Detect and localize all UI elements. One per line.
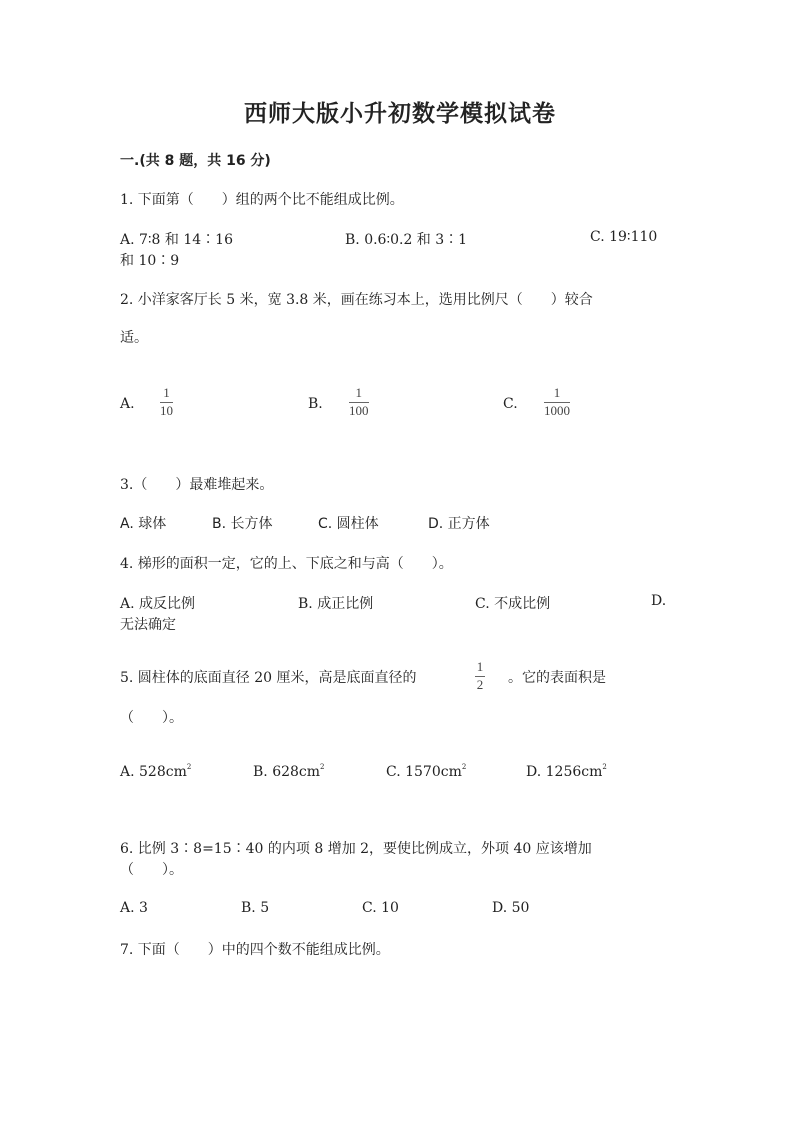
question-3-option-a: A. 球体 bbox=[120, 516, 167, 532]
question-1-option-b: B. 0.6∶0.2 和 3∶1 bbox=[345, 232, 468, 248]
question-3-option-b: B. 长方体 bbox=[212, 516, 273, 532]
question-1-option-a: A. 7∶8 和 14∶16 bbox=[120, 232, 233, 248]
section-heading: 一.(共 8 题，共 16 分) bbox=[120, 153, 271, 169]
question-1-option-c: C. 19∶110 bbox=[590, 229, 658, 245]
question-2-option-c-fraction bbox=[544, 386, 570, 419]
question-6-option-d: D. 50 bbox=[492, 900, 530, 916]
page-title: 西师大版小升初数学模拟试卷 bbox=[244, 100, 556, 127]
fraction-numerator: 1 bbox=[163, 385, 170, 400]
question-4-option-a: A. 成反比例 bbox=[120, 596, 196, 612]
question-1-stem: 1. 下面第（ ）组的两个比不能组成比例。 bbox=[120, 192, 404, 208]
fraction-numerator: 1 bbox=[553, 385, 561, 400]
question-2-option-b-label: B. bbox=[308, 396, 323, 412]
question-7-stem: 7. 下面（ ）中的四个数不能组成比例。 bbox=[120, 942, 390, 958]
question-2-option-a-fraction bbox=[160, 386, 173, 419]
question-5-option-d: D. $1256cm^2$ bbox=[526, 763, 607, 780]
question-5-option-a: A. $528cm^2$ bbox=[120, 763, 192, 780]
fraction-numerator: 1 bbox=[476, 659, 484, 674]
fraction-numerator: 1 bbox=[355, 385, 362, 400]
question-5-option-c: C. $1570cm^2$ bbox=[386, 763, 467, 780]
question-4-stem: 4. 梯形的面积一定，它的上、下底之和与高（ ）。 bbox=[120, 556, 453, 572]
question-5-stem-line-2: （ ）。 bbox=[120, 710, 183, 726]
question-4-option-d: D. bbox=[651, 593, 667, 609]
question-6-option-c: C. 10 bbox=[362, 900, 399, 916]
question-3-option-d: D. 正方体 bbox=[428, 516, 490, 532]
fraction-denominator: 1000 bbox=[544, 402, 570, 418]
question-6-stem-line-1: 6. 比例 3∶8=15∶40 的内项 8 增加 2，要使比例成立，外项 40 应该增加 bbox=[120, 841, 592, 857]
question-3-option-c: C. 圆柱体 bbox=[318, 516, 379, 532]
question-6-option-a: A. 3 bbox=[120, 900, 148, 916]
question-5-option-b: B. $628cm^2$ bbox=[253, 763, 325, 780]
question-2-option-a-label: A. bbox=[120, 396, 135, 412]
question-4-option-d-continued: 无法确定 bbox=[120, 617, 176, 633]
question-2-option-c-label: C. bbox=[503, 396, 518, 412]
question-5-stem-after: 。它的表面积是 bbox=[508, 670, 606, 686]
question-3-stem: 3.（ ）最难堆起来。 bbox=[120, 477, 274, 493]
fraction-denominator: 100 bbox=[349, 402, 369, 418]
question-6-stem-line-2: （ ）。 bbox=[120, 862, 183, 878]
question-6-option-b: B. 5 bbox=[241, 900, 270, 916]
question-1-option-c-continued: 和 10∶9 bbox=[120, 253, 180, 269]
question-4-option-b: B. 成正比例 bbox=[298, 596, 374, 612]
question-5-stem-before: 5. 圆柱体的底面直径 20 厘米，高是底面直径的 bbox=[120, 670, 417, 686]
fraction-denominator: 2 bbox=[476, 676, 484, 692]
question-2-stem-line-2: 适。 bbox=[120, 330, 148, 346]
fraction-denominator: 10 bbox=[160, 402, 173, 418]
question-2-option-b-fraction bbox=[349, 386, 369, 419]
question-2-stem-line-1: 2. 小洋家客厅长 5 米，宽 3.8 米，画在练习本上，选用比例尺（ ）较合 bbox=[120, 292, 593, 308]
question-4-option-c: C. 不成比例 bbox=[475, 596, 551, 612]
question-5-fraction bbox=[475, 660, 485, 693]
